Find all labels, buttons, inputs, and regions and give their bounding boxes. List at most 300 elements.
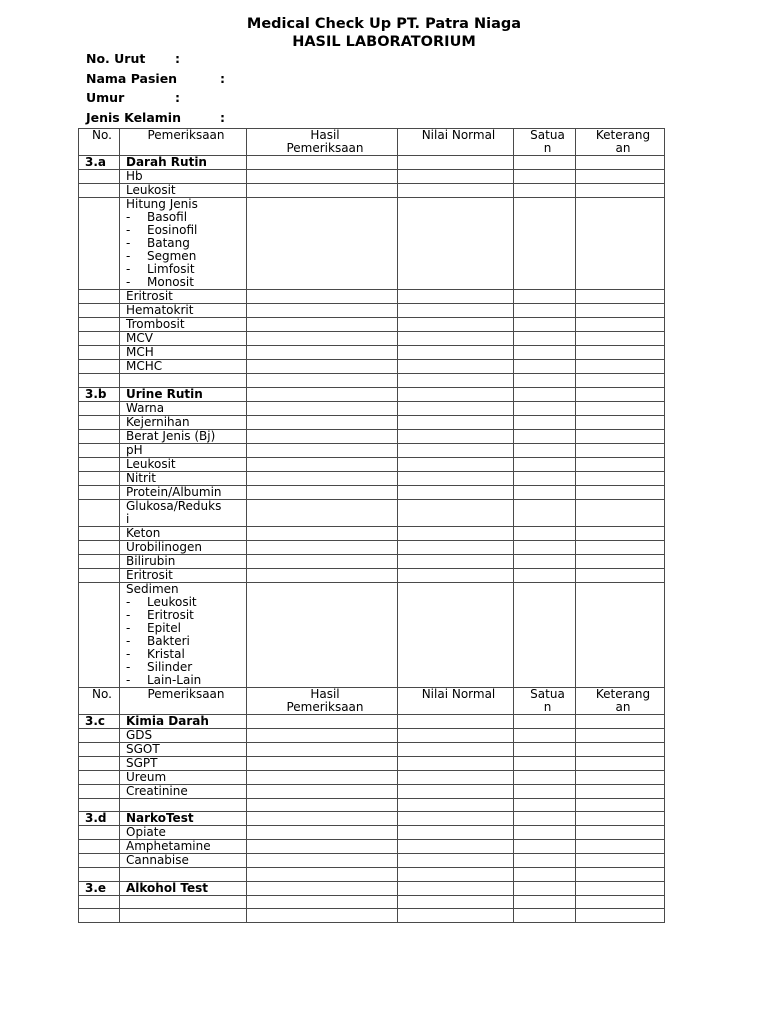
note-cell[interactable]: [576, 304, 665, 318]
note-cell[interactable]: [576, 812, 665, 826]
result-cell[interactable]: [247, 170, 398, 184]
info-label: Jenis Kelamin: [86, 109, 181, 125]
result-cell[interactable]: [247, 854, 398, 868]
result-cell[interactable]: [247, 401, 398, 415]
sub-item: [126, 276, 246, 289]
normal-cell[interactable]: [398, 360, 514, 374]
note-cell[interactable]: [576, 346, 665, 360]
normal-cell[interactable]: [398, 346, 514, 360]
unit-cell[interactable]: [514, 374, 576, 388]
dash-mark: -: [126, 620, 131, 635]
normal-cell[interactable]: [398, 812, 514, 826]
result-cell[interactable]: [247, 304, 398, 318]
result-cell[interactable]: [247, 471, 398, 485]
table-row-empty: [79, 798, 665, 812]
header-ket-l2: an: [615, 141, 631, 155]
result-cell[interactable]: [247, 812, 398, 826]
sub-item-label: Eritrosit: [147, 607, 194, 622]
header-satuan: [514, 687, 576, 714]
dash-mark: -: [126, 659, 131, 674]
normal-cell[interactable]: [398, 415, 514, 429]
table-row: [79, 332, 665, 346]
unit-cell[interactable]: [514, 198, 576, 290]
sub-item-label: Lain-Lain: [147, 672, 202, 687]
header-hasil: [247, 129, 398, 156]
normal-cell[interactable]: [398, 909, 514, 923]
result-cell[interactable]: [247, 881, 398, 895]
table-row: [79, 401, 665, 415]
normal-cell[interactable]: [398, 881, 514, 895]
note-cell[interactable]: [576, 443, 665, 457]
unit-cell[interactable]: [514, 443, 576, 457]
unit-cell[interactable]: [514, 415, 576, 429]
unit-cell[interactable]: [514, 798, 576, 812]
unit-cell[interactable]: [514, 826, 576, 840]
item-label: Hematokrit: [120, 304, 247, 318]
note-cell[interactable]: [576, 526, 665, 540]
note-cell[interactable]: [576, 156, 665, 170]
header-satuan-l2: n: [543, 699, 552, 714]
table-row: [79, 290, 665, 304]
result-cell[interactable]: [247, 443, 398, 457]
unit-cell[interactable]: [514, 526, 576, 540]
item-label: SGOT: [120, 742, 247, 756]
page-subtitle: HASIL LABORATORIUM: [292, 34, 476, 50]
sub-item-label: Monosit: [147, 275, 194, 289]
result-cell[interactable]: [247, 485, 398, 499]
section-row-urine-rutin: [79, 387, 665, 401]
item-label-l2: i: [126, 511, 130, 526]
unit-cell[interactable]: [514, 290, 576, 304]
info-label: No. Urut: [86, 51, 146, 66]
normal-cell[interactable]: [398, 443, 514, 457]
table-row: [79, 770, 665, 784]
unit-cell[interactable]: [514, 429, 576, 443]
note-cell[interactable]: [576, 471, 665, 485]
header-satuan-l1: Satua: [530, 128, 565, 142]
item-label-l1: Glukosa/Reduks: [126, 499, 222, 513]
unit-cell[interactable]: [514, 360, 576, 374]
note-cell[interactable]: [576, 401, 665, 415]
result-cell[interactable]: [247, 499, 398, 526]
table-row: [79, 443, 665, 457]
result-cell[interactable]: [247, 346, 398, 360]
normal-cell[interactable]: [398, 290, 514, 304]
result-cell[interactable]: [247, 360, 398, 374]
dash-mark: -: [126, 594, 131, 609]
unit-cell[interactable]: [514, 854, 576, 868]
sub-item-label: Bakteri: [147, 633, 190, 648]
header-nilai-normal: Nilai Normal: [398, 129, 514, 156]
normal-cell[interactable]: [398, 582, 514, 687]
table-row: [79, 554, 665, 568]
result-cell[interactable]: [247, 756, 398, 770]
normal-cell[interactable]: [398, 485, 514, 499]
unit-cell[interactable]: [514, 895, 576, 909]
note-cell[interactable]: [576, 499, 665, 526]
unit-cell[interactable]: [514, 499, 576, 526]
table-row: [79, 540, 665, 554]
note-cell[interactable]: [576, 582, 665, 687]
normal-cell[interactable]: [398, 714, 514, 728]
header-ket-l1: Keterang: [595, 687, 651, 701]
result-cell[interactable]: [247, 429, 398, 443]
table-row: [79, 184, 665, 198]
unit-cell[interactable]: [514, 471, 576, 485]
note-cell[interactable]: [576, 784, 665, 798]
result-cell[interactable]: [247, 826, 398, 840]
item-label: Kejernihan: [120, 415, 247, 429]
result-cell[interactable]: [247, 415, 398, 429]
table-row-empty: [79, 868, 665, 882]
table-row-empty: [79, 895, 665, 909]
result-cell[interactable]: [247, 526, 398, 540]
unit-cell[interactable]: [514, 582, 576, 687]
dash-mark: -: [126, 223, 131, 237]
result-cell[interactable]: [247, 374, 398, 388]
item-label: Opiate: [120, 826, 247, 840]
sub-item-label: Silinder: [147, 659, 193, 674]
normal-cell[interactable]: [398, 156, 514, 170]
unit-cell[interactable]: [514, 568, 576, 582]
normal-cell[interactable]: [398, 840, 514, 854]
sub-item: [126, 609, 246, 622]
sub-item: [126, 674, 246, 687]
header-hasil-l2: Pemeriksaan: [286, 141, 364, 155]
item-label: MCH: [120, 346, 247, 360]
item-label: MCV: [120, 332, 247, 346]
table-row: [79, 756, 665, 770]
table-row: [79, 346, 665, 360]
patient-info: [86, 49, 225, 127]
dash-mark: -: [126, 633, 131, 648]
info-row-umur: [86, 88, 181, 108]
note-cell[interactable]: [576, 868, 665, 882]
result-cell[interactable]: [247, 728, 398, 742]
note-cell[interactable]: [576, 457, 665, 471]
section-no: 3.e: [79, 881, 120, 895]
item-label: Amphetamine: [120, 840, 247, 854]
item-label-glukosa: [120, 499, 247, 526]
table-header-row-repeat: [79, 687, 665, 714]
note-cell[interactable]: [576, 854, 665, 868]
result-cell[interactable]: [247, 784, 398, 798]
note-cell[interactable]: [576, 568, 665, 582]
item-label: Eritrosit: [120, 568, 247, 582]
table-row: [79, 304, 665, 318]
info-row-no-urut: [86, 49, 181, 69]
result-cell[interactable]: [247, 332, 398, 346]
unit-cell[interactable]: [514, 554, 576, 568]
item-label: pH: [120, 443, 247, 457]
header-hasil: [247, 687, 398, 714]
normal-cell[interactable]: [398, 471, 514, 485]
sub-item-label: Batang: [147, 236, 190, 250]
note-cell[interactable]: [576, 318, 665, 332]
section-row-narkotest: [79, 812, 665, 826]
normal-cell[interactable]: [398, 895, 514, 909]
unit-cell[interactable]: [514, 332, 576, 346]
result-cell[interactable]: [247, 909, 398, 923]
unit-cell[interactable]: [514, 346, 576, 360]
note-cell[interactable]: [576, 714, 665, 728]
note-cell[interactable]: [576, 756, 665, 770]
result-cell[interactable]: [247, 895, 398, 909]
normal-cell[interactable]: [398, 526, 514, 540]
section-row-kimia-darah: [79, 714, 665, 728]
item-label: Sedimen: [126, 582, 179, 596]
note-cell[interactable]: [576, 909, 665, 923]
info-row-nama-pasien: [86, 69, 225, 89]
section-name: NarkoTest: [120, 812, 247, 826]
header-keterangan: [576, 687, 665, 714]
normal-cell[interactable]: [398, 457, 514, 471]
item-label: SGPT: [120, 756, 247, 770]
header-hasil-l1: Hasil: [310, 687, 340, 701]
normal-cell[interactable]: [398, 318, 514, 332]
table-row: [79, 784, 665, 798]
sub-item-label: Basofil: [147, 210, 188, 224]
note-cell[interactable]: [576, 728, 665, 742]
unit-cell[interactable]: [514, 318, 576, 332]
section-no: 3.d: [79, 812, 120, 826]
normal-cell[interactable]: [398, 332, 514, 346]
item-label: Leukosit: [120, 457, 247, 471]
result-cell[interactable]: [247, 387, 398, 401]
header-satuan-l1: Satua: [530, 687, 565, 701]
normal-cell[interactable]: [398, 499, 514, 526]
unit-cell[interactable]: [514, 756, 576, 770]
header-ket-l1: Keterang: [595, 128, 651, 142]
dash-mark: -: [126, 236, 131, 250]
result-cell[interactable]: [247, 868, 398, 882]
section-name: Alkohol Test: [120, 881, 247, 895]
normal-cell[interactable]: [398, 429, 514, 443]
table-row-sedimen: [79, 582, 665, 687]
normal-cell[interactable]: [398, 784, 514, 798]
note-cell[interactable]: [576, 826, 665, 840]
note-cell[interactable]: [576, 332, 665, 346]
unit-cell[interactable]: [514, 728, 576, 742]
dash-mark: -: [126, 262, 131, 276]
normal-cell[interactable]: [398, 568, 514, 582]
table-row: [79, 526, 665, 540]
table-row: [79, 499, 665, 526]
result-cell[interactable]: [247, 318, 398, 332]
normal-cell[interactable]: [398, 798, 514, 812]
unit-cell[interactable]: [514, 909, 576, 923]
normal-cell[interactable]: [398, 826, 514, 840]
unit-cell[interactable]: [514, 184, 576, 198]
normal-cell[interactable]: [398, 554, 514, 568]
normal-cell[interactable]: [398, 540, 514, 554]
unit-cell[interactable]: [514, 714, 576, 728]
table-row: [79, 485, 665, 499]
normal-cell[interactable]: [398, 728, 514, 742]
header-no: No.: [79, 129, 120, 156]
unit-cell[interactable]: [514, 401, 576, 415]
section-row-alkohol-test: [79, 881, 665, 895]
unit-cell[interactable]: [514, 742, 576, 756]
item-label: Warna: [120, 401, 247, 415]
note-cell[interactable]: [576, 184, 665, 198]
table-row: [79, 728, 665, 742]
dash-mark: -: [126, 607, 131, 622]
note-cell[interactable]: [576, 387, 665, 401]
result-cell[interactable]: [247, 568, 398, 582]
dash-mark: -: [126, 210, 131, 224]
unit-cell[interactable]: [514, 784, 576, 798]
info-row-jenis-kelamin: [86, 108, 225, 128]
page-title: Medical Check Up PT. Patra Niaga: [246, 16, 522, 32]
note-cell[interactable]: [576, 840, 665, 854]
result-cell[interactable]: [247, 798, 398, 812]
result-cell[interactable]: [247, 198, 398, 290]
result-cell[interactable]: [247, 742, 398, 756]
table-row: [79, 318, 665, 332]
header-no: No.: [79, 687, 120, 714]
unit-cell[interactable]: [514, 485, 576, 499]
item-label: Keton: [120, 526, 247, 540]
unit-cell[interactable]: [514, 387, 576, 401]
normal-cell[interactable]: [398, 304, 514, 318]
info-colon: :: [220, 70, 225, 86]
dash-mark: -: [126, 646, 131, 661]
note-cell[interactable]: [576, 429, 665, 443]
result-cell[interactable]: [247, 582, 398, 687]
normal-cell[interactable]: [398, 770, 514, 784]
result-cell[interactable]: [247, 457, 398, 471]
unit-cell[interactable]: [514, 812, 576, 826]
note-cell[interactable]: [576, 415, 665, 429]
table-row: [79, 568, 665, 582]
table-row: [79, 415, 665, 429]
normal-cell[interactable]: [398, 387, 514, 401]
unit-cell[interactable]: [514, 868, 576, 882]
unit-cell[interactable]: [514, 304, 576, 318]
section-no: 3.b: [79, 387, 120, 401]
header-ket-l2: an: [615, 699, 631, 714]
table-row-hitung-jenis: [79, 198, 665, 290]
note-cell[interactable]: [576, 374, 665, 388]
result-cell[interactable]: [247, 840, 398, 854]
note-cell[interactable]: [576, 798, 665, 812]
item-label: Ureum: [120, 770, 247, 784]
info-colon: :: [175, 90, 180, 106]
note-cell[interactable]: [576, 170, 665, 184]
info-colon: :: [220, 109, 225, 125]
sub-item-label: Kristal: [147, 646, 185, 661]
sub-item-label: Leukosit: [147, 594, 197, 609]
result-cell[interactable]: [247, 554, 398, 568]
table-row: [79, 170, 665, 184]
unit-cell[interactable]: [514, 770, 576, 784]
normal-cell[interactable]: [398, 854, 514, 868]
item-label: Protein/Albumin: [120, 485, 247, 499]
sub-item: [126, 635, 246, 648]
sub-item-label: Epitel: [147, 620, 181, 635]
info-colon: :: [175, 51, 180, 66]
header-nilai-normal: Nilai Normal: [398, 687, 514, 714]
item-group-hitung-jenis: [120, 198, 247, 290]
result-cell[interactable]: [247, 156, 398, 170]
normal-cell[interactable]: [398, 184, 514, 198]
unit-cell[interactable]: [514, 170, 576, 184]
note-cell[interactable]: [576, 881, 665, 895]
dash-mark: -: [126, 672, 131, 687]
header-hasil-l2: Pemeriksaan: [286, 699, 364, 714]
header-pemeriksaan: Pemeriksaan: [120, 687, 247, 714]
normal-cell[interactable]: [398, 198, 514, 290]
result-cell[interactable]: [247, 714, 398, 728]
item-label: GDS: [120, 728, 247, 742]
section-no: 3.a: [79, 156, 120, 170]
result-cell[interactable]: [247, 540, 398, 554]
item-label: MCHC: [120, 360, 247, 374]
item-label: Urobilinogen: [120, 540, 247, 554]
note-cell[interactable]: [576, 554, 665, 568]
note-cell[interactable]: [576, 290, 665, 304]
note-cell[interactable]: [576, 742, 665, 756]
result-cell[interactable]: [247, 184, 398, 198]
item-label: Nitrit: [120, 471, 247, 485]
item-label: Trombosit: [120, 318, 247, 332]
result-cell[interactable]: [247, 770, 398, 784]
sub-item-label: Limfosit: [147, 262, 195, 276]
result-cell[interactable]: [247, 290, 398, 304]
normal-cell[interactable]: [398, 374, 514, 388]
unit-cell[interactable]: [514, 540, 576, 554]
note-cell[interactable]: [576, 895, 665, 909]
table-row: [79, 854, 665, 868]
unit-cell[interactable]: [514, 457, 576, 471]
header-satuan-l2: n: [543, 141, 552, 155]
item-label: Leukosit: [120, 184, 247, 198]
table-row: [79, 471, 665, 485]
normal-cell[interactable]: [398, 868, 514, 882]
note-cell[interactable]: [576, 485, 665, 499]
normal-cell[interactable]: [398, 756, 514, 770]
normal-cell[interactable]: [398, 170, 514, 184]
table-row: [79, 360, 665, 374]
table-row-empty: [79, 909, 665, 923]
table-row: [79, 826, 665, 840]
unit-cell[interactable]: [514, 881, 576, 895]
item-label: Creatinine: [120, 784, 247, 798]
section-row-darah-rutin: [79, 156, 665, 170]
item-label: Bilirubin: [120, 554, 247, 568]
table-row: [79, 840, 665, 854]
normal-cell[interactable]: [398, 401, 514, 415]
note-cell[interactable]: [576, 770, 665, 784]
table-header-row: [79, 129, 665, 156]
dash-mark: -: [126, 249, 131, 263]
section-name: Darah Rutin: [120, 156, 247, 170]
table-row: [79, 457, 665, 471]
note-cell[interactable]: [576, 540, 665, 554]
item-group-sedimen: [120, 582, 247, 687]
sub-item-label: Eosinofil: [147, 223, 198, 237]
info-label: Nama Pasien: [86, 70, 178, 86]
sub-item-label: Segmen: [147, 249, 197, 263]
unit-cell[interactable]: [514, 156, 576, 170]
item-label: Eritrosit: [120, 290, 247, 304]
normal-cell[interactable]: [398, 742, 514, 756]
unit-cell[interactable]: [514, 840, 576, 854]
note-cell[interactable]: [576, 198, 665, 290]
info-label: Umur: [86, 90, 125, 106]
note-cell[interactable]: [576, 360, 665, 374]
